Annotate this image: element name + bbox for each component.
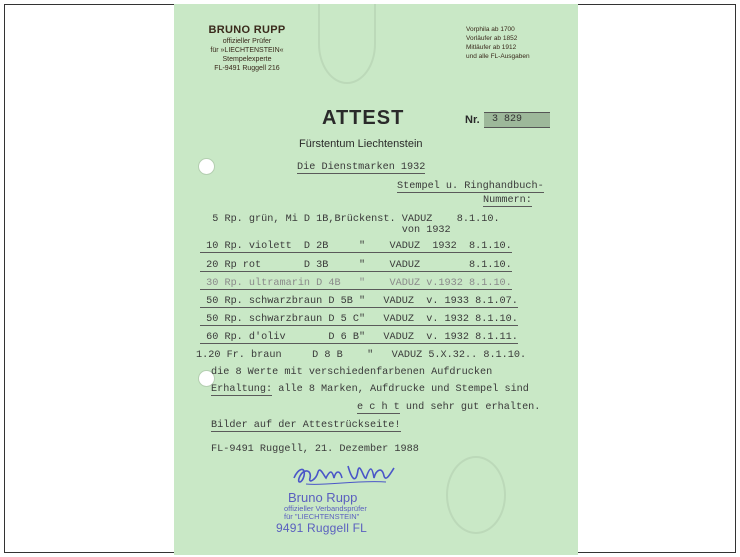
stamp-line-2: für "LIECHTENSTEIN" <box>284 512 360 521</box>
specialty-line-3: Mitläufer ab 1912 <box>466 44 517 51</box>
stamp-row-2: 10 Rp. violett D 2B " VADUZ 1932 8.1.10. <box>200 241 512 252</box>
column-header-line-1: Stempel u. Ringhandbuch- <box>397 181 544 192</box>
stamp-name: Bruno Rupp <box>288 490 358 505</box>
document-title: ATTEST <box>322 107 405 129</box>
specialty-line-2: Vorläufer ab 1852 <box>466 35 518 42</box>
certificate-number: 3 829 <box>492 114 523 125</box>
ink-stamp <box>276 491 416 535</box>
stamp-row-5: 50 Rp. schwarzbraun D 5B " VADUZ v. 1933 8.1.07. <box>200 296 518 307</box>
condition-text: alle 8 Marken, Aufdrucke und Stempel sind <box>272 384 529 395</box>
issuer-line-3: Stempelexperte <box>222 56 272 63</box>
subject-line: Die Dienstmarken 1932 <box>297 162 426 173</box>
certificate-paper <box>174 4 578 555</box>
stamp-row-1-cont: von 1932 <box>200 225 451 236</box>
condition-line-2 <box>357 402 540 413</box>
images-note: Bilder auf der Attestrückseite! <box>211 420 401 431</box>
column-header-line-2: Nummern: <box>483 195 532 206</box>
number-label: Nr. <box>465 114 480 126</box>
specialty-line-4: und alle FL-Ausgaben <box>466 53 530 60</box>
condition-label: Erhaltung: <box>211 384 273 395</box>
embossed-seal-top <box>318 4 376 84</box>
issuer-line-1: offizieller Prüfer <box>222 38 272 45</box>
specialty-line-1: Vorphila ab 1700 <box>466 26 515 33</box>
stamp-row-7: 60 Rp. d'oliv D 6 B" VADUZ v. 1932 8.1.11. <box>200 332 518 343</box>
stamp-line-3: 9491 Ruggell FL <box>276 521 368 535</box>
place-date: FL-9491 Ruggell, 21. Dezember 1988 <box>211 444 419 455</box>
stamp-line-1: offizieller Verbandsprüfer <box>284 504 367 513</box>
issuer-line-2: für »LIECHTENSTEIN« <box>210 47 284 54</box>
punch-hole-top <box>198 158 215 175</box>
issuer-name: BRUNO RUPP <box>208 24 286 36</box>
document-subtitle: Fürstentum Liechtenstein <box>299 138 423 150</box>
handwritten-signature <box>286 456 406 492</box>
stamp-row-6: 50 Rp. schwarzbraun D 5 C" VADUZ v. 1932 8.1.10. <box>200 314 518 325</box>
specialties-block <box>466 25 566 61</box>
embossed-seal-bottom <box>446 456 506 534</box>
stamp-row-1: 5 Rp. grün, Mi D 1B,Brückenst. VADUZ 8.1.10. <box>200 214 500 225</box>
issuer-block <box>192 24 302 73</box>
stamp-row-4: 30 Rp. ultramarin D 4B " VADUZ v.1932 8.1.10. <box>200 278 512 289</box>
condition-end: und sehr gut erhalten. <box>399 402 541 413</box>
stamp-row-8: 1.20 Fr. braun D 8 B " VADUZ 5.X.32.. 8.1.10. <box>196 350 527 361</box>
summary-line: die 8 Werte mit verschiedenfarbenen Aufdrucken <box>211 367 493 378</box>
stamp-row-3: 20 Rp rot D 3B " VADUZ 8.1.10. <box>200 260 512 271</box>
number-box <box>484 112 550 128</box>
condition-line <box>211 384 529 395</box>
condition-echt: e c h t <box>357 402 400 413</box>
issuer-line-4: FL-9491 Ruggell 216 <box>214 65 280 72</box>
